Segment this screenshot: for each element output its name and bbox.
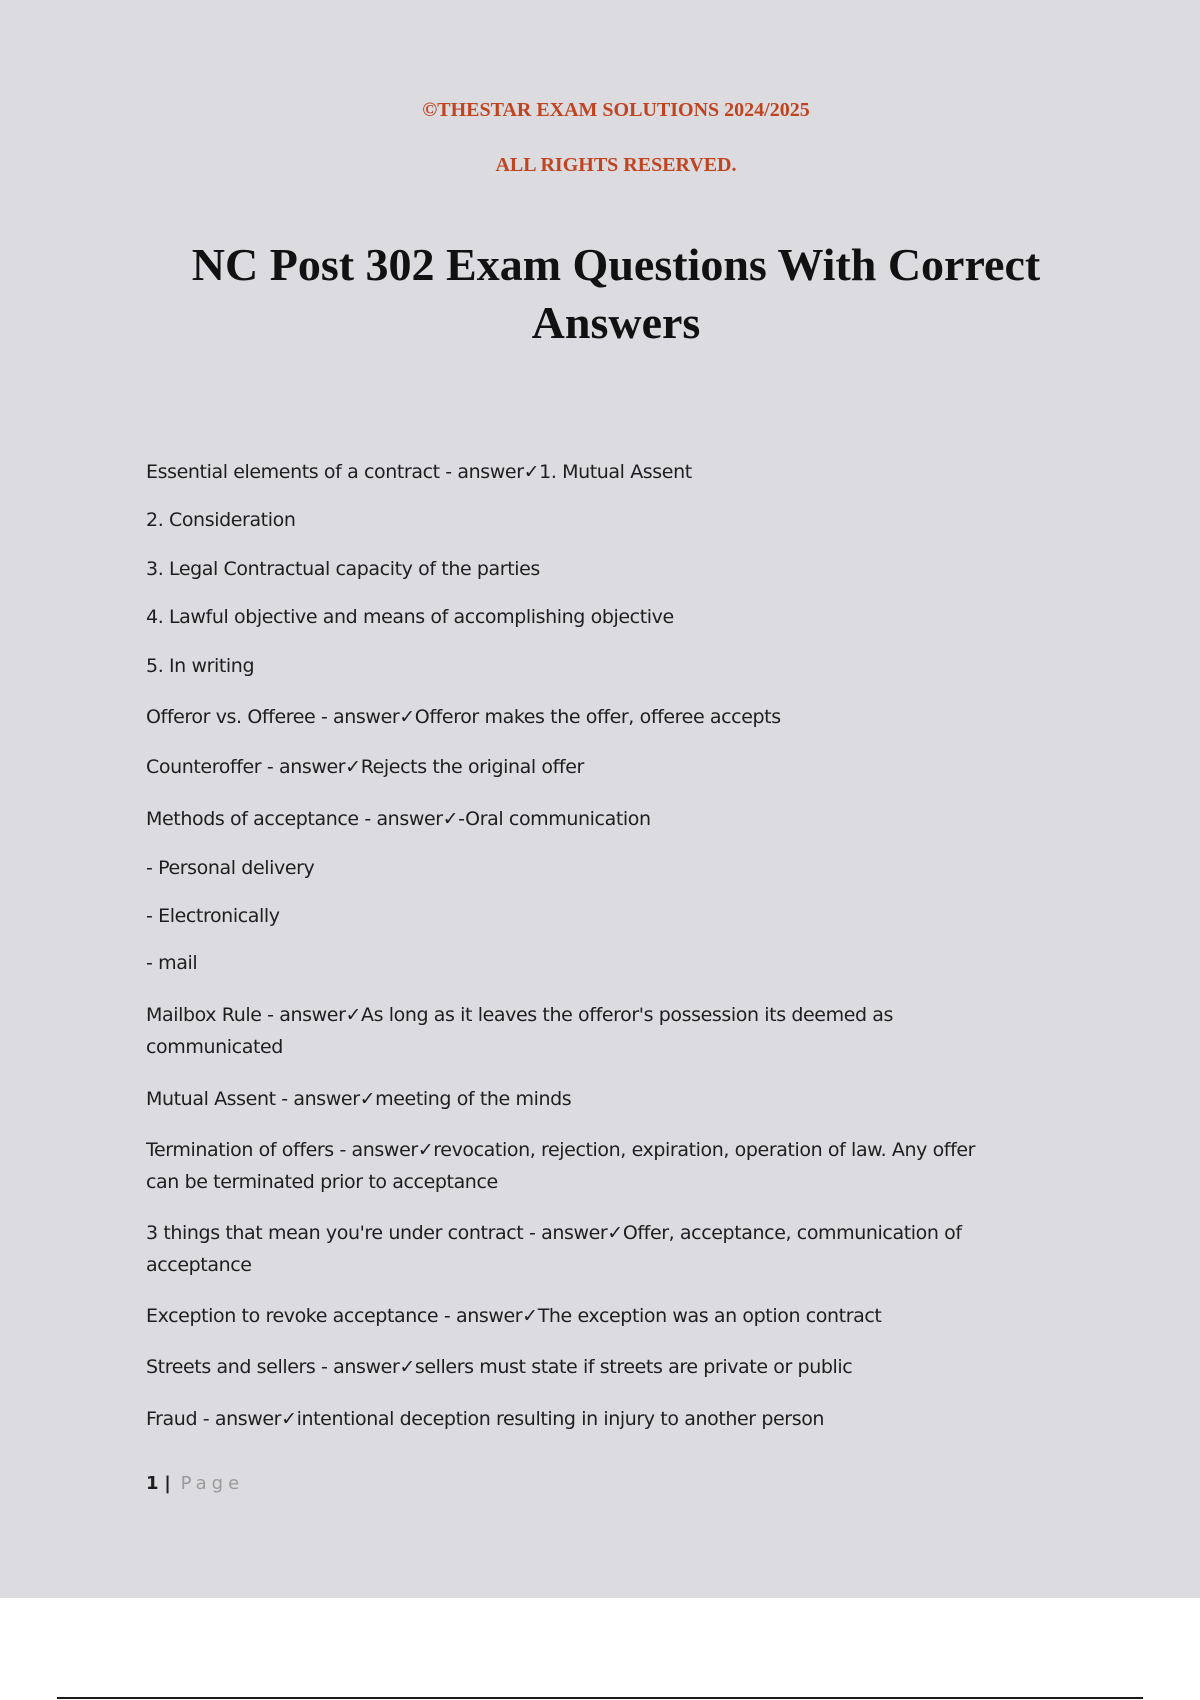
qa-line: 5. In writing bbox=[146, 655, 255, 677]
qa-line: Counteroffer - answer✓Rejects the original offer bbox=[146, 756, 584, 778]
qa-line: - Electronically bbox=[146, 905, 280, 927]
page-number: 1 bbox=[146, 1473, 159, 1494]
document-title: NC Post 302 Exam Questions With Correct Answers bbox=[191, 239, 1041, 348]
page-footer bbox=[146, 1473, 244, 1494]
rights-notice: ALL RIGHTS RESERVED. bbox=[495, 154, 737, 176]
qa-line: 3 things that mean you're under contract - answer✓Offer, acceptance, communication of acceptance bbox=[146, 1222, 962, 1276]
qa-line: Exception to revoke acceptance - answer✓The exception was an option contract bbox=[146, 1305, 882, 1327]
qa-line: - mail bbox=[146, 952, 198, 974]
qa-line: Streets and sellers - answer✓sellers must state if streets are private or public bbox=[146, 1356, 853, 1378]
qa-line: Fraud - answer✓intentional deception resulting in injury to another person bbox=[146, 1408, 825, 1430]
qa-line: Methods of acceptance - answer✓-Oral communication bbox=[146, 808, 651, 830]
qa-line: - Personal delivery bbox=[146, 857, 315, 879]
qa-line: Essential elements of a contract - answer✓1. Mutual Assent bbox=[146, 461, 692, 483]
qa-line: Termination of offers - answer✓revocation, rejection, expiration, operation of law. Any offer can be terminated prior to acceptance bbox=[146, 1139, 976, 1193]
qa-line: Mailbox Rule - answer✓As long as it leaves the offeror's possession its deemed as communicated bbox=[146, 1004, 894, 1058]
page-separator: | bbox=[164, 1473, 171, 1494]
copyright-notice: ©THESTAR EXAM SOLUTIONS 2024/2025 bbox=[422, 99, 810, 121]
qa-line: 4. Lawful objective and means of accomplishing objective bbox=[146, 606, 674, 628]
qa-line: 2. Consideration bbox=[146, 509, 296, 531]
page-divider bbox=[57, 1697, 1143, 1699]
page-label: Page bbox=[180, 1473, 245, 1494]
qa-line: 3. Legal Contractual capacity of the parties bbox=[146, 558, 540, 580]
qa-line: Mutual Assent - answer✓meeting of the minds bbox=[146, 1088, 572, 1110]
qa-line: Offeror vs. Offeree - answer✓Offeror makes the offer, offeree accepts bbox=[146, 706, 781, 728]
